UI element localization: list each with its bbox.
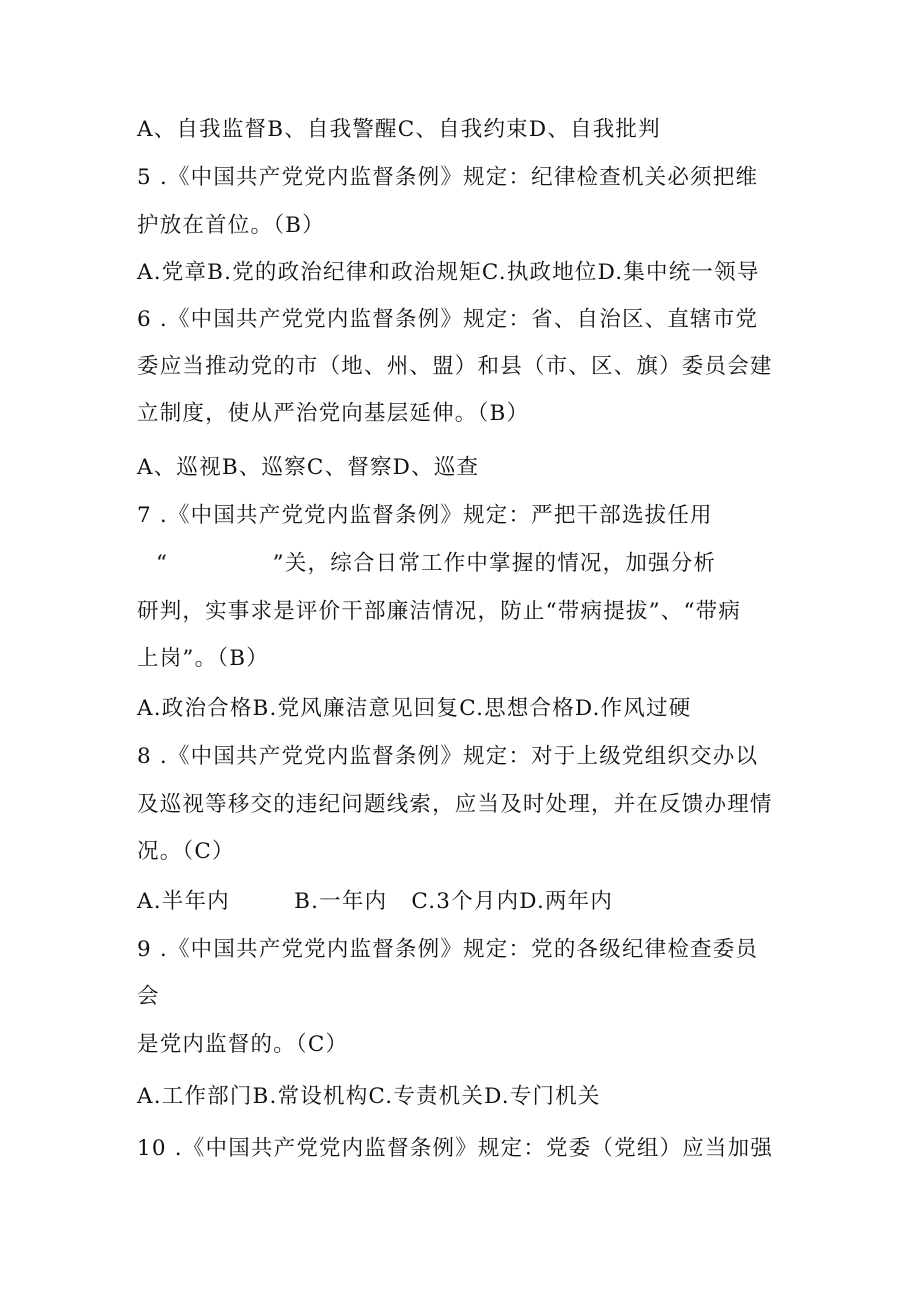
question-5-line-2: 护放在首位。（B） [137,213,325,238]
question-7-line-3: 研判，实事求是评价干部廉洁情况，防止“带病提拔”、“带病 [137,599,742,624]
answer-options-q4: A、自我监督B、自我警醒C、自我约束D、自我批判 [137,117,661,142]
answer-options-q9: A.工作部门B.常设机构C.专责机关D.专门机关 [137,1084,601,1109]
answer-options-q6: A、巡视B、巡察C、督察D、巡查 [137,455,480,480]
question-9-line-2: 会 [137,984,160,1009]
question-6-line-1: 6 .《中国共产党党内监督条例》规定：省、自治区、直辖市党 [137,307,759,332]
question-8-line-2: 及巡视等移交的违纪问题线索，应当及时处理，并在反馈办理情 [137,792,773,817]
question-6-line-2: 委应当推动党的市（地、州、盟）和县（市、区、旗）委员会建 [137,354,773,379]
question-7-line-4: 上岗”。（B） [137,646,269,671]
question-6-line-3: 立制度，使从严治党向基层延伸。（B） [137,401,530,426]
question-9-line-3: 是党内监督的。（C） [137,1032,349,1057]
question-8-line-1: 8 .《中国共产党党内监督条例》规定：对于上级党组织交办以 [137,744,759,769]
answer-options-q7: A.政治合格B.党风廉洁意见回复C.思想合格D.作风过硬 [137,696,692,721]
question-10-line-1: 10 .《中国共产党党内监督条例》规定：党委（党组）应当加强 [137,1136,774,1161]
question-7-line-2: “ ”关，综合日常工作中掌握的情况，加强分析 [156,551,717,576]
answer-options-q8: A.半年内 B.一年内 C.3个月内D.两年内 [137,889,614,914]
question-9-line-1: 9 .《中国共产党党内监督条例》规定：党的各级纪律检查委员 [137,937,759,962]
question-7-line-1: 7 .《中国共产党党内监督条例》规定：严把干部选拔任用 [137,503,713,528]
question-5-line-1: 5 .《中国共产党党内监督条例》规定：纪律检查机关必须把维 [137,165,759,190]
question-8-line-3: 况。（C） [137,839,235,864]
answer-options-q5: A.党章B.党的政治纪律和政治规矩C.执政地位D.集中统一领导 [137,260,760,285]
